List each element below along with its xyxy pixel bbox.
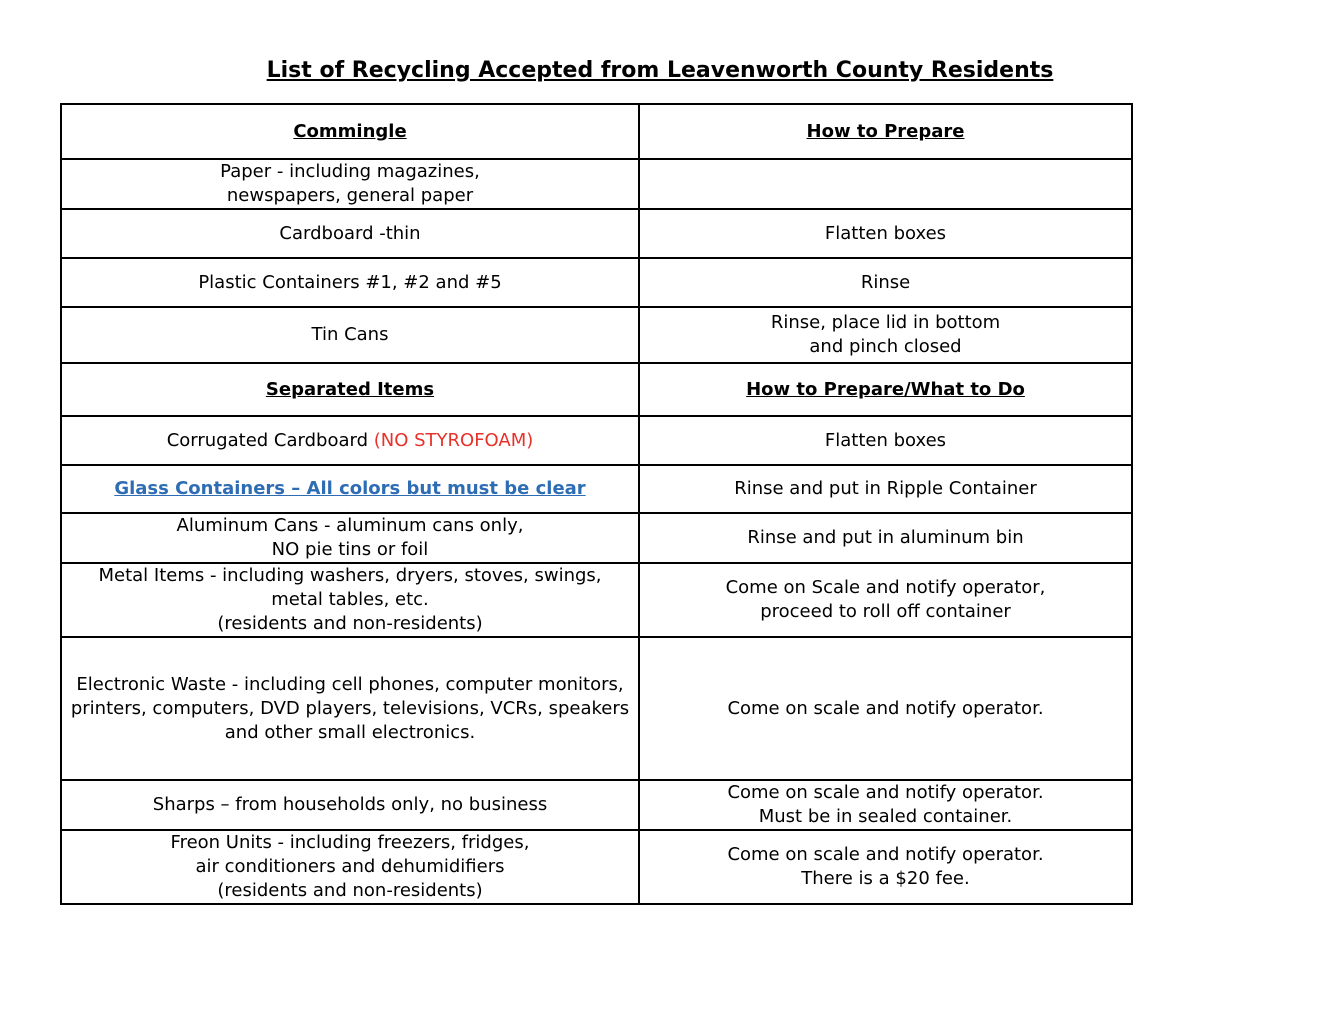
item-cell: Cardboard -thin: [61, 209, 639, 258]
table-row: [61, 780, 1132, 830]
prep-cell: Rinse and put in Ripple Container: [639, 465, 1132, 513]
prep-cell: Flatten boxes: [639, 209, 1132, 258]
item-text: Corrugated Cardboard: [166, 429, 374, 451]
prep-cell: Come on Scale and notify operator, proceed to roll off container: [639, 563, 1132, 637]
prep-cell: Come on scale and notify operator.: [639, 637, 1132, 780]
prep-cell: Rinse, place lid in bottom and pinch closed: [639, 307, 1132, 363]
glass-containers-link[interactable]: Glass Containers – All colors but must be clear: [114, 478, 586, 499]
table-row: [61, 159, 1132, 209]
item-cell: [61, 416, 639, 465]
item-cell: Plastic Containers #1, #2 and #5: [61, 258, 639, 307]
how-to-prepare-header: How to Prepare: [639, 104, 1132, 159]
item-cell: Sharps – from households only, no business: [61, 780, 639, 830]
table-row: [61, 513, 1132, 563]
table-row: [61, 209, 1132, 258]
table-row: [61, 258, 1132, 307]
item-cell: [61, 465, 639, 513]
item-cell: Aluminum Cans - aluminum cans only, NO pie tins or foil: [61, 513, 639, 563]
prep-cell: Rinse and put in aluminum bin: [639, 513, 1132, 563]
no-styrofoam-note: (NO STYROFOAM): [373, 429, 534, 451]
separated-header-row: [61, 363, 1132, 416]
table-row: [61, 416, 1132, 465]
item-cell: Paper - including magazines, newspapers, general paper: [61, 159, 639, 209]
separated-items-header: Separated Items: [61, 363, 639, 416]
table-row: [61, 830, 1132, 904]
commingle-header-row: [61, 104, 1132, 159]
item-cell: Freon Units - including freezers, fridges, air conditioners and dehumidifiers (residents and non-residents): [61, 830, 639, 904]
table-row: [61, 307, 1132, 363]
prep-cell: Come on scale and notify operator. There is a $20 fee.: [639, 830, 1132, 904]
prep-cell: Rinse: [639, 258, 1132, 307]
table-row: [61, 637, 1132, 780]
commingle-header: Commingle: [61, 104, 639, 159]
what-to-do-header: How to Prepare/What to Do: [639, 363, 1132, 416]
item-cell: Electronic Waste - including cell phones, computer monitors, printers, computers, DVD players, televisions, VCRs, speakers and other small electronics.: [61, 637, 639, 780]
table-row: [61, 465, 1132, 513]
prep-cell: Come on scale and notify operator. Must be in sealed container.: [639, 780, 1132, 830]
item-cell: Metal Items - including washers, dryers, stoves, swings, metal tables, etc. (residents and non-residents): [61, 563, 639, 637]
prep-cell: [639, 159, 1132, 209]
recycling-table: [60, 103, 1133, 905]
table-row: [61, 563, 1132, 637]
prep-cell: Flatten boxes: [639, 416, 1132, 465]
item-cell: Tin Cans: [61, 307, 639, 363]
document-title: List of Recycling Accepted from Leavenworth County Residents: [266, 58, 1054, 83]
